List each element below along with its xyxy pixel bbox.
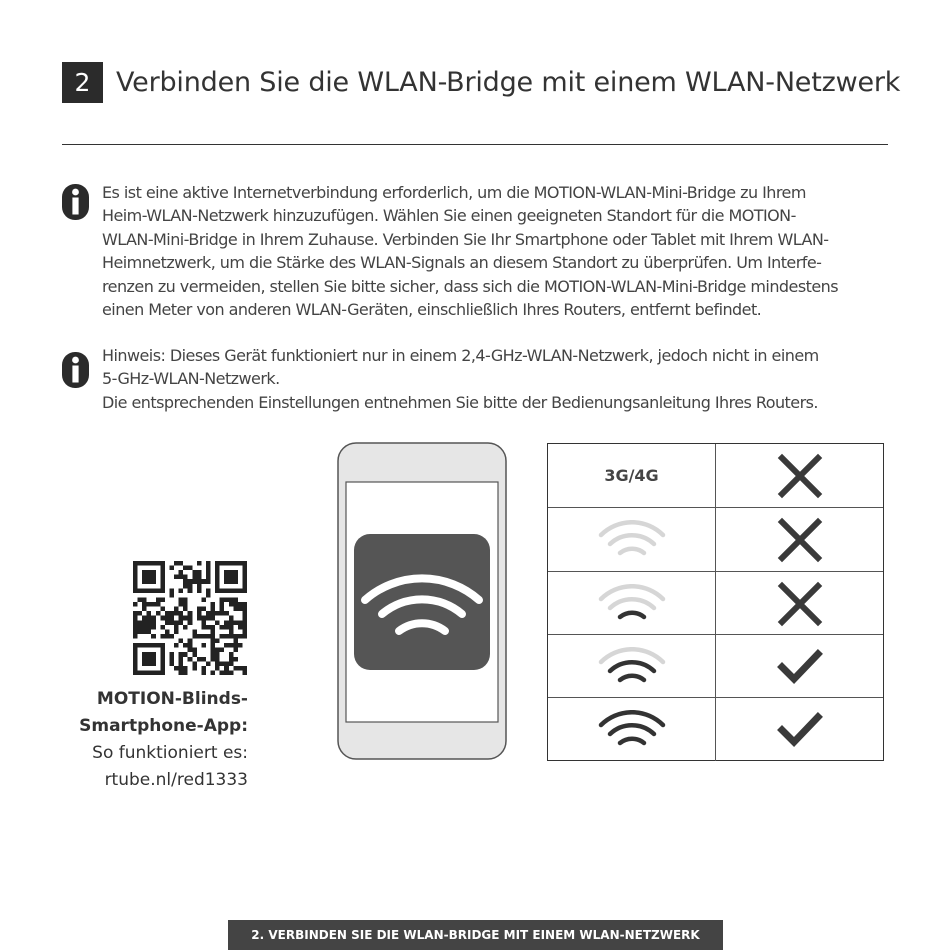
result-cell (716, 508, 883, 571)
mobile-network-label: 3G/4G (604, 466, 659, 485)
wifi-medium-icon (597, 647, 667, 687)
text-line: WLAN-Mini-Bridge in Ihrem Zuhause. Verbinden Sie Ihr Smartphone oder Tablet mit Ihrem WLAN- (102, 229, 829, 249)
section-footer-bar (228, 920, 723, 950)
text-line: einen Meter von anderen WLAN-Geräten, einschließlich Ihres Routers, entfernt befindet. (102, 300, 762, 320)
table-row (548, 507, 883, 571)
cross-icon (777, 453, 823, 499)
wifi-very-weak-icon (597, 520, 667, 560)
wifi-strong-icon (597, 710, 667, 750)
info-icon (62, 352, 89, 388)
text-line: renzen zu vermeiden, stellen Sie bitte sicher, dass sich die MOTION-WLAN-Mini-Bridge mindestens (102, 276, 838, 296)
signal-strength-table (547, 443, 884, 761)
wifi-weak-icon (597, 584, 667, 624)
result-cell (716, 572, 883, 635)
cross-icon (777, 581, 823, 627)
cross-icon (777, 517, 823, 563)
result-cell (716, 698, 883, 761)
text-line: 5-GHz-WLAN-Netzwerk. (102, 369, 280, 389)
text-line: Heim-WLAN-Netzwerk hinzuzufügen. Wählen Sie einen geeigneten Standort für die MOTION- (102, 206, 796, 226)
signal-cell (548, 698, 716, 761)
text-line: Heimnetzwerk, um die Stärke des WLAN-Signals an diesem Standort zu überprüfen. Um Interfe- (102, 253, 822, 273)
step-number-badge (62, 62, 103, 103)
how-to-text: So funktioniert es: (92, 743, 248, 763)
check-icon (777, 707, 823, 753)
signal-cell (548, 635, 716, 698)
text-line: Es ist eine aktive Internetverbindung erforderlich, um die MOTION-WLAN-Mini-Bridge zu Ihrem (102, 183, 806, 202)
table-row (548, 571, 883, 635)
signal-cell (548, 444, 716, 507)
divider (62, 144, 888, 145)
signal-cell (548, 508, 716, 571)
video-link[interactable]: rtube.nl/red1333 (104, 770, 248, 790)
text-line: Die entsprechenden Einstellungen entnehmen Sie bitte der Bedienungsanleitung Ihres Routers. (102, 392, 818, 412)
step-number: 2 (74, 68, 91, 97)
app-name-line: Smartphone-App: (79, 716, 248, 736)
table-row (548, 444, 883, 507)
info-icon (62, 184, 89, 220)
info-paragraph-note (102, 344, 892, 414)
check-icon (777, 644, 823, 690)
table-row (548, 697, 883, 761)
qr-code[interactable] (133, 561, 247, 675)
result-cell (716, 444, 883, 507)
section-footer-label: 2. VERBINDEN SIE DIE WLAN-BRIDGE MIT EINEM WLAN-NETZWERK (251, 928, 700, 942)
smartphone-illustration (337, 442, 507, 760)
app-promo-caption (62, 686, 248, 794)
signal-cell (548, 572, 716, 635)
info-paragraph-connection (102, 181, 892, 321)
result-cell (716, 635, 883, 698)
app-name-line: MOTION-Blinds- (96, 689, 248, 709)
text-line: Hinweis: Dieses Gerät funktioniert nur in einem 2,4-GHz-WLAN-Netzwerk, jedoch nicht in einem (102, 346, 819, 365)
table-row (548, 634, 883, 698)
page-title: Verbinden Sie die WLAN-Bridge mit einem WLAN-Netzwerk (116, 67, 901, 98)
